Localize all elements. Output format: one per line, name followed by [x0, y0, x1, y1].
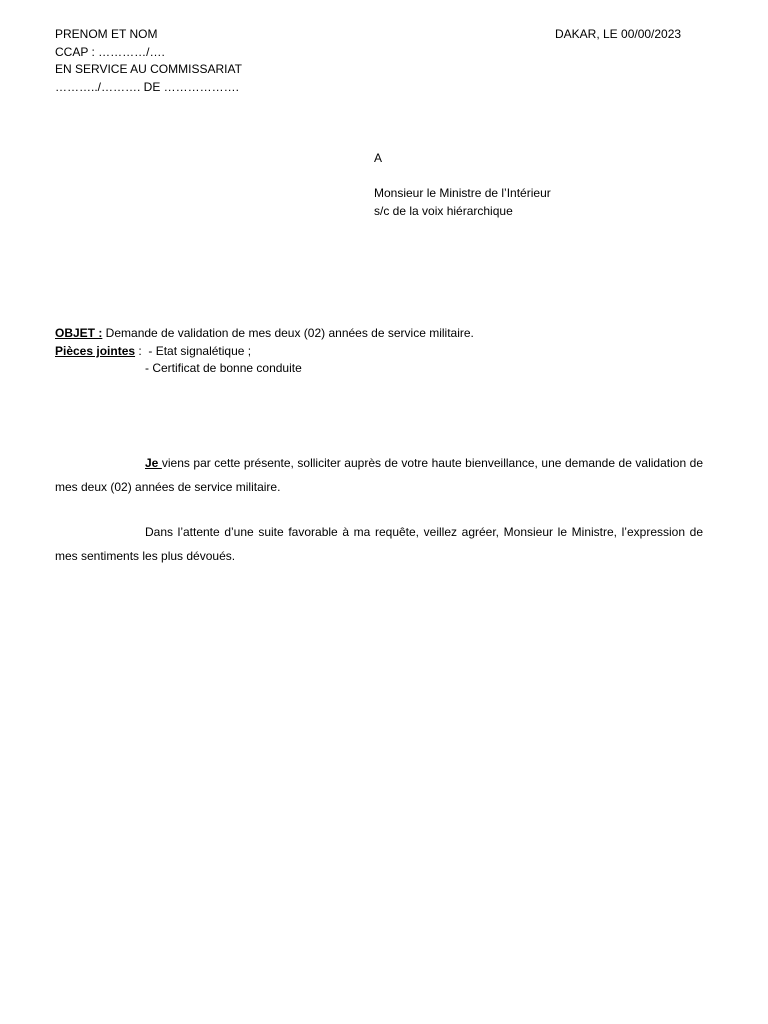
sender-name: PRENOM ET NOM: [55, 27, 158, 41]
object-label: OBJET :: [55, 326, 103, 340]
attachment-item-2: - Certificat de bonne conduite: [145, 361, 302, 376]
sender-ccap: CCAP : …………/….: [55, 44, 165, 59]
body-paragraph-1-text: viens par cette présente, solliciter auprès de votre haute bienveillance, une demande de validation de mes deux (02) années de service militaire.: [55, 456, 704, 494]
attachments-label: Pièces jointes: [55, 343, 136, 358]
recipient-channel: s/c de la voix hiérarchique: [374, 204, 513, 219]
recipient-block: [374, 150, 551, 221]
sender-station: ………../………. DE ……………….: [55, 80, 240, 95]
attachments-line: [55, 343, 474, 361]
letter-body: [55, 451, 703, 589]
letter-date: DAKAR, LE 00/00/2023: [555, 27, 682, 41]
attachment-item-1: - Etat signalétique ;: [148, 343, 252, 358]
body-paragraph-1: [55, 451, 703, 499]
recipient-name: Monsieur le Ministre de l’Intérieur: [374, 186, 551, 201]
sender-block: [55, 26, 242, 97]
object-text: Demande de validation de mes deux (02) années de service militaire.: [102, 326, 474, 340]
body-first-word: Je: [145, 456, 162, 470]
object-block: [55, 325, 474, 378]
object-line: [55, 325, 474, 343]
sender-service: EN SERVICE AU COMMISSARIAT: [55, 62, 242, 77]
attachments-separator: :: [135, 343, 149, 358]
recipient-prefix: A: [374, 151, 383, 165]
body-paragraph-2: Dans l’attente d’une suite favorable à ma requête, veillez agréer, Monsieur le Ministre, l’expression de mes sentiments les plus dévoués.: [55, 525, 703, 563]
